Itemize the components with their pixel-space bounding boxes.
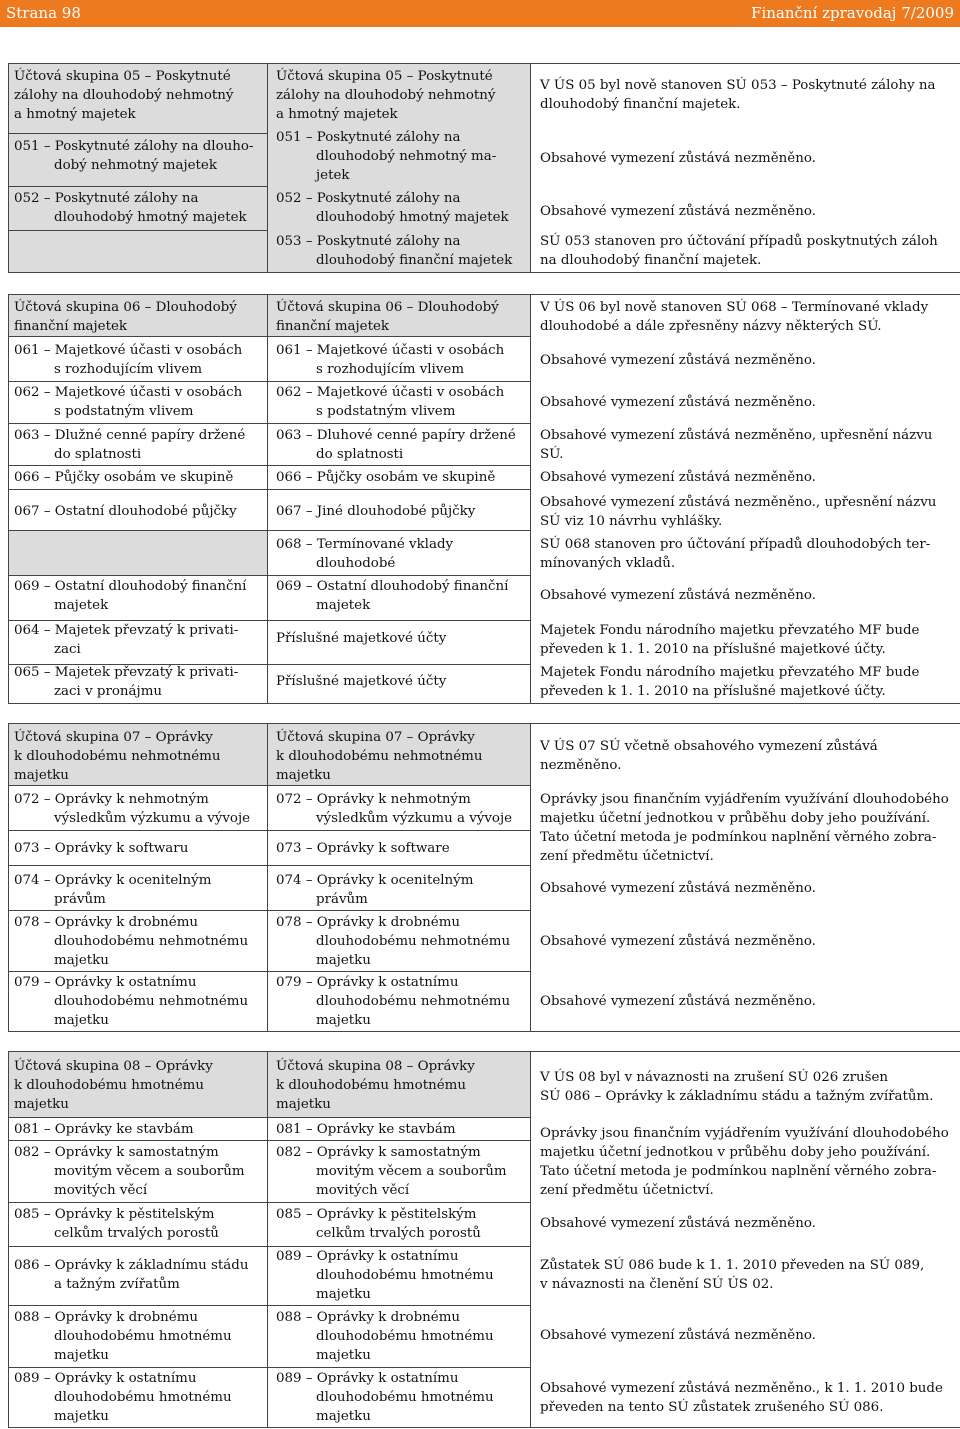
table-text: Majetek Fondu národního majetku převzatého MF bude bbox=[540, 665, 920, 680]
table-text: 073 – Oprávky k softwaru bbox=[14, 841, 189, 856]
table-text: 074 – Oprávky k ocenitelným bbox=[14, 873, 212, 888]
row-rule bbox=[8, 1051, 960, 1052]
row-rule bbox=[8, 489, 267, 490]
table-text: 052 – Poskytnuté zálohy na bbox=[14, 191, 199, 206]
table-text: zálohy na dlouhodobý nehmotný bbox=[276, 88, 496, 103]
table-text: majetek bbox=[316, 598, 371, 613]
row-rule bbox=[8, 294, 960, 295]
table-text: V ÚS 07 SÚ včetně obsahového vymezení zůstává bbox=[540, 739, 878, 754]
table-text: 061 – Majetkové účasti v osobách bbox=[14, 343, 243, 358]
table-text: Účtová skupina 06 – Dlouhodobý bbox=[276, 300, 499, 315]
table-text: 082 – Oprávky k samostatným bbox=[276, 1145, 481, 1160]
row-rule bbox=[267, 489, 530, 490]
table-text: dlouhodobému nehmotnému bbox=[316, 934, 511, 949]
table-text: dlouhodobému nehmotnému bbox=[316, 994, 511, 1009]
table-text: s podstatným vlivem bbox=[54, 404, 194, 419]
table-text: převeden k 1. 1. 2010 na příslušné majetkové účty. bbox=[540, 642, 886, 657]
table-text: právům bbox=[54, 892, 106, 907]
table-text: s rozhodujícím vlivem bbox=[54, 362, 203, 377]
row-rule bbox=[267, 620, 530, 621]
table-text: Obsahové vymezení zůstává nezměněno. bbox=[540, 204, 816, 219]
table-text: movitým věcem a souborům bbox=[316, 1164, 507, 1179]
row-rule bbox=[8, 1140, 530, 1141]
table-text: SÚ 068 stanoven pro účtování případů dlouhodobých ter- bbox=[540, 537, 931, 552]
table-text: Oprávky jsou finančním vyjádřením využívání dlouhodobého bbox=[540, 1126, 949, 1141]
table-text: SÚ viz 10 návrhu vyhlášky. bbox=[540, 514, 723, 529]
table-text: SÚ 053 stanoven pro účtování případů poskytnutých záloh bbox=[540, 234, 938, 249]
table-text: jetek bbox=[316, 168, 350, 183]
row-rule bbox=[8, 1202, 530, 1203]
table-text: 063 – Dluhové cenné papíry držené bbox=[276, 428, 516, 443]
table-text: dlouhodobý hmotný majetek bbox=[316, 210, 509, 225]
table-text: výsledkům výzkumu a vývoje bbox=[316, 811, 513, 826]
table-text: s rozhodujícím vlivem bbox=[316, 362, 465, 377]
gray-cell bbox=[8, 530, 267, 575]
table-text: 051 – Poskytnuté zálohy na dlouho- bbox=[14, 139, 254, 154]
table-text: 089 – Oprávky k ostatnímu bbox=[276, 1249, 459, 1264]
table-text: Účtová skupina 08 – Oprávky bbox=[14, 1059, 213, 1074]
table-text: Obsahové vymezení zůstává nezměněno. bbox=[540, 994, 816, 1009]
table-text: Účtová skupina 06 – Dlouhodobý bbox=[14, 300, 237, 315]
table-text: dlouhodobému nehmotnému bbox=[54, 994, 249, 1009]
column-rule bbox=[267, 723, 268, 1031]
table-text: 072 – Oprávky k nehmotným bbox=[276, 792, 471, 807]
row-rule bbox=[8, 1367, 530, 1368]
row-rule bbox=[267, 423, 530, 424]
table-text: 062 – Majetkové účasti v osobách bbox=[276, 385, 505, 400]
table-text: dlouhodobý hmotný majetek bbox=[54, 210, 247, 225]
column-rule bbox=[530, 63, 531, 272]
table-text: dlouhodobému hmotnému bbox=[54, 1329, 232, 1344]
table-text: na dlouhodobý finanční majetek. bbox=[540, 253, 762, 268]
table-text: 088 – Oprávky k drobnému bbox=[276, 1310, 461, 1325]
table-text: zaci v pronájmu bbox=[54, 684, 163, 699]
table-text: 072 – Oprávky k nehmotným bbox=[14, 792, 209, 807]
table-text: 086 – Oprávky k základnímu stádu bbox=[14, 1258, 249, 1273]
table-text: zálohy na dlouhodobý nehmotný bbox=[14, 88, 234, 103]
row-rule bbox=[8, 63, 960, 64]
table-text: V ÚS 05 byl nově stanoven SÚ 053 – Poskytnuté zálohy na bbox=[540, 78, 936, 93]
table-text: Majetek Fondu národního majetku převzatého MF bude bbox=[540, 623, 920, 638]
table-text: 082 – Oprávky k samostatným bbox=[14, 1145, 219, 1160]
table-text: Účtová skupina 07 – Oprávky bbox=[14, 730, 213, 745]
table-text: majetku bbox=[276, 1097, 331, 1112]
table-text: dlouhodobému hmotnému bbox=[316, 1329, 494, 1344]
table-text: majetku bbox=[54, 953, 109, 968]
table-text: Příslušné majetkové účty bbox=[276, 631, 447, 646]
table-text: celkům trvalých porostů bbox=[54, 1226, 219, 1241]
table-text: majetku bbox=[316, 1013, 371, 1028]
table-text: majetku bbox=[316, 1287, 371, 1302]
table-text: Účtová skupina 05 – Poskytnuté bbox=[276, 69, 493, 84]
table-text: dlouhodobému nehmotnému bbox=[54, 934, 249, 949]
table-text: právům bbox=[316, 892, 368, 907]
table-text: majetku bbox=[14, 768, 69, 783]
table-text: převeden na tento SÚ zůstatek zrušeného SÚ 086. bbox=[540, 1400, 884, 1415]
table-text: 052 – Poskytnuté zálohy na bbox=[276, 191, 461, 206]
column-rule bbox=[267, 294, 268, 703]
table-text: zení předmětu účetnictví. bbox=[540, 849, 714, 864]
table-text: majetku bbox=[276, 768, 331, 783]
table-text: movitých věcí bbox=[54, 1183, 148, 1198]
column-rule bbox=[530, 1051, 531, 1427]
table-text: 051 – Poskytnuté zálohy na bbox=[276, 130, 461, 145]
table-text: do splatnosti bbox=[54, 447, 142, 462]
table-text: k dlouhodobému nehmotnému bbox=[14, 749, 221, 764]
table-text: majetku bbox=[54, 1409, 109, 1424]
table-text: Tato účetní metoda je podmínkou naplnění věrného zobra- bbox=[540, 1164, 937, 1179]
table-text: majetku bbox=[54, 1348, 109, 1363]
table-text: a hmotný majetek bbox=[14, 107, 136, 122]
table-text: Obsahové vymezení zůstává nezměněno., k 1. 1. 2010 bude bbox=[540, 1381, 943, 1396]
table-text: 089 – Oprávky k ostatnímu bbox=[276, 1371, 459, 1386]
table-text: Oprávky jsou finančním vyjádřením využívání dlouhodobého bbox=[540, 792, 949, 807]
row-rule bbox=[8, 530, 267, 531]
row-rule bbox=[8, 575, 267, 576]
row-rule bbox=[267, 336, 530, 337]
table-text: Obsahové vymezení zůstává nezměněno. bbox=[540, 353, 816, 368]
table-text: 053 – Poskytnuté zálohy na bbox=[276, 234, 461, 249]
table-text: SÚ. bbox=[540, 447, 564, 462]
table-text: zaci bbox=[54, 642, 81, 657]
row-rule bbox=[8, 336, 267, 337]
row-rule bbox=[267, 465, 530, 466]
table-text: výsledkům výzkumu a vývoje bbox=[54, 811, 251, 826]
table-text: převeden k 1. 1. 2010 na příslušné majetkové účty. bbox=[540, 684, 886, 699]
column-rule bbox=[8, 723, 9, 1031]
row-rule bbox=[267, 575, 530, 576]
table-text: Obsahové vymezení zůstává nezměněno. bbox=[540, 151, 816, 166]
table-text: 067 – Ostatní dlouhodobé půjčky bbox=[14, 504, 237, 519]
table-text: do splatnosti bbox=[316, 447, 404, 462]
table-text: finanční majetek bbox=[14, 319, 128, 334]
table-text: dlouhodobému hmotnému bbox=[316, 1268, 494, 1283]
table-text: Účtová skupina 07 – Oprávky bbox=[276, 730, 475, 745]
table-text: finanční majetek bbox=[276, 319, 390, 334]
table-text: 063 – Dlužné cenné papíry držené bbox=[14, 428, 246, 443]
table-text: majetku bbox=[316, 953, 371, 968]
table-text: Obsahové vymezení zůstává nezměněno., upřesnění názvu bbox=[540, 495, 937, 510]
table-text: dlouhodobému hmotnému bbox=[54, 1390, 232, 1405]
table-text: Tato účetní metoda je podmínkou naplnění věrného zobra- bbox=[540, 830, 937, 845]
table-text: k dlouhodobému nehmotnému bbox=[276, 749, 483, 764]
table-text: dlouhodobý nehmotný ma- bbox=[316, 149, 497, 164]
table-text: 088 – Oprávky k drobnému bbox=[14, 1310, 199, 1325]
row-rule bbox=[8, 1305, 530, 1306]
column-rule bbox=[267, 1051, 268, 1427]
table-text: V ÚS 08 byl v návaznosti na zrušení SÚ 026 zrušen bbox=[540, 1070, 889, 1085]
table-text: Obsahové vymezení zůstává nezměněno, upřesnění názvu bbox=[540, 428, 933, 443]
table-text: dlouhodobé a dále zpřesněny názvy některých SÚ. bbox=[540, 319, 882, 334]
row-rule bbox=[8, 186, 267, 187]
row-rule bbox=[8, 620, 267, 621]
table-text: v návaznosti na členění SÚ ÚS 02. bbox=[540, 1277, 774, 1292]
table-text: Příslušné majetkové účty bbox=[276, 674, 447, 689]
row-rule bbox=[8, 230, 267, 231]
table-text: majetku bbox=[316, 1348, 371, 1363]
table-text: nezměněno. bbox=[540, 758, 622, 773]
table-text: mínovaných vkladů. bbox=[540, 556, 676, 571]
row-rule bbox=[267, 664, 530, 665]
table-text: a hmotný majetek bbox=[276, 107, 398, 122]
table-text: zení předmětu účetnictví. bbox=[540, 1183, 714, 1198]
publication-title: Finanční zpravodaj 7/2009 bbox=[751, 4, 954, 22]
table-text: dlouhodobý finanční majetek bbox=[316, 253, 513, 268]
table-text: majetek bbox=[54, 598, 109, 613]
column-rule bbox=[267, 63, 268, 272]
page-header bbox=[0, 0, 960, 27]
table-text: 069 – Ostatní dlouhodobý finanční bbox=[276, 579, 509, 594]
row-rule bbox=[8, 865, 530, 866]
row-rule bbox=[8, 830, 530, 831]
row-rule bbox=[8, 423, 267, 424]
row-rule bbox=[8, 1246, 530, 1247]
table-text: 065 – Majetek převzatý k privati- bbox=[14, 665, 239, 680]
row-rule bbox=[8, 1117, 530, 1118]
table-text: 061 – Majetkové účasti v osobách bbox=[276, 343, 505, 358]
table-text: Účtová skupina 08 – Oprávky bbox=[276, 1059, 475, 1074]
table-text: s podstatným vlivem bbox=[316, 404, 456, 419]
column-rule bbox=[8, 63, 9, 272]
table-text: 074 – Oprávky k ocenitelným bbox=[276, 873, 474, 888]
row-rule bbox=[8, 910, 530, 911]
table-text: k dlouhodobému hmotnému bbox=[276, 1078, 466, 1093]
column-rule bbox=[530, 294, 531, 703]
row-rule bbox=[8, 133, 267, 134]
table-text: 085 – Oprávky k pěstitelským bbox=[14, 1207, 215, 1222]
table-text: majetku bbox=[54, 1013, 109, 1028]
table-text: Obsahové vymezení zůstává nezměněno. bbox=[540, 934, 816, 949]
table-text: majetku bbox=[14, 1097, 69, 1112]
row-rule bbox=[267, 530, 530, 531]
row-rule bbox=[8, 465, 267, 466]
row-rule bbox=[267, 381, 530, 382]
row-rule bbox=[8, 1031, 960, 1032]
table-text: Obsahové vymezení zůstává nezměněno. bbox=[540, 395, 816, 410]
table-text: majetku účetní jednotkou v průběhu doby jeho používání. bbox=[540, 811, 931, 826]
table-text: 066 – Půjčky osobám ve skupině bbox=[276, 470, 496, 485]
row-rule bbox=[8, 785, 530, 786]
row-rule bbox=[8, 381, 267, 382]
table-text: 066 – Půjčky osobám ve skupině bbox=[14, 470, 234, 485]
table-text: movitým věcem a souborům bbox=[54, 1164, 245, 1179]
table-text: 064 – Majetek převzatý k privati- bbox=[14, 623, 239, 638]
column-rule bbox=[8, 1051, 9, 1427]
table-text: 062 – Majetkové účasti v osobách bbox=[14, 385, 243, 400]
table-text: 078 – Oprávky k drobnému bbox=[14, 915, 199, 930]
table-text: majetku účetní jednotkou v průběhu doby jeho používání. bbox=[540, 1145, 931, 1160]
table-text: dobý nehmotný majetek bbox=[54, 158, 217, 173]
row-rule bbox=[8, 971, 530, 972]
table-text: Zůstatek SÚ 086 bude k 1. 1. 2010 převeden na SÚ 089, bbox=[540, 1258, 925, 1273]
table-text: 073 – Oprávky k software bbox=[276, 841, 450, 856]
table-text: k dlouhodobému hmotnému bbox=[14, 1078, 204, 1093]
table-text: Obsahové vymezení zůstává nezměněno. bbox=[540, 1328, 816, 1343]
column-rule bbox=[8, 294, 9, 703]
table-text: 085 – Oprávky k pěstitelským bbox=[276, 1207, 477, 1222]
table-text: 067 – Jiné dlouhodobé půjčky bbox=[276, 504, 476, 519]
table-text: 078 – Oprávky k drobnému bbox=[276, 915, 461, 930]
page-number: Strana 98 bbox=[6, 4, 81, 22]
table-text: Obsahové vymezení zůstává nezměněno. bbox=[540, 470, 816, 485]
table-text: majetku bbox=[316, 1409, 371, 1424]
table-text: movitých věcí bbox=[316, 1183, 410, 1198]
table-text: Obsahové vymezení zůstává nezměněno. bbox=[540, 588, 816, 603]
table-text: 069 – Ostatní dlouhodobý finanční bbox=[14, 579, 247, 594]
table-text: dlouhodobé bbox=[316, 556, 396, 571]
table-text: 079 – Oprávky k ostatnímu bbox=[14, 975, 197, 990]
table-text: Obsahové vymezení zůstává nezměněno. bbox=[540, 1216, 816, 1231]
column-rule bbox=[530, 723, 531, 1031]
table-text: dlouhodobý finanční majetek. bbox=[540, 97, 741, 112]
table-text: dlouhodobému hmotnému bbox=[316, 1390, 494, 1405]
table-text: Účtová skupina 05 – Poskytnuté bbox=[14, 69, 231, 84]
table-text: Obsahové vymezení zůstává nezměněno. bbox=[540, 881, 816, 896]
row-rule bbox=[8, 703, 960, 704]
row-rule bbox=[8, 1427, 960, 1428]
row-rule bbox=[8, 272, 960, 273]
table-text: a tažným zvířatům bbox=[54, 1277, 180, 1292]
table-text: 068 – Termínované vklady bbox=[276, 537, 454, 552]
table-text: 081 – Oprávky ke stavbám bbox=[14, 1122, 194, 1137]
table-text: 081 – Oprávky ke stavbám bbox=[276, 1122, 456, 1137]
table-text: 079 – Oprávky k ostatnímu bbox=[276, 975, 459, 990]
table-text: V ÚS 06 byl nově stanoven SÚ 068 – Termínované vklady bbox=[540, 300, 929, 315]
table-text: SÚ 086 – Oprávky k základnímu stádu a tažným zvířatům. bbox=[540, 1089, 934, 1104]
table-text: 089 – Oprávky k ostatnímu bbox=[14, 1371, 197, 1386]
row-rule bbox=[8, 723, 960, 724]
table-text: celkům trvalých porostů bbox=[316, 1226, 481, 1241]
